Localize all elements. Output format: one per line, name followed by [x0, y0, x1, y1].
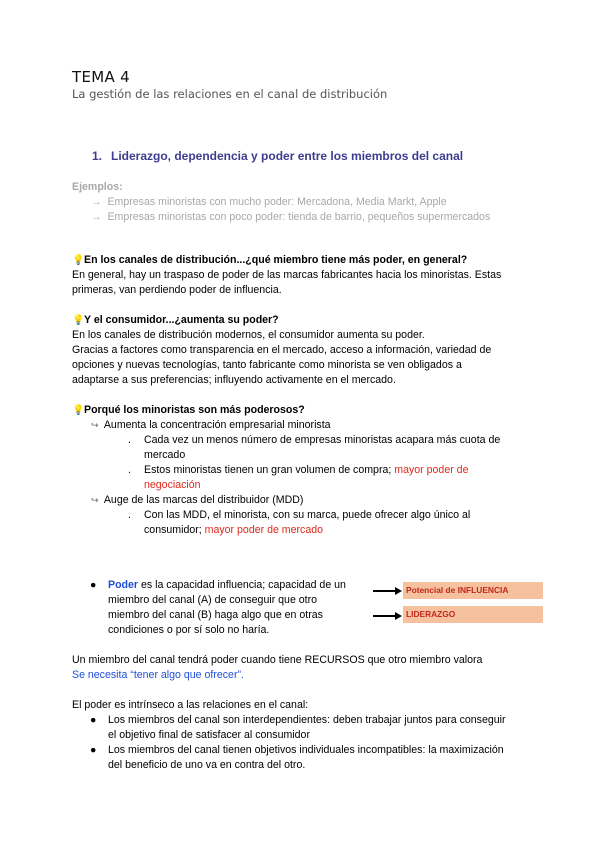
hook-arrow-icon: ↪ — [91, 420, 99, 430]
sub-list-item: . — [128, 434, 131, 446]
arrow-right-icon — [395, 612, 402, 620]
page-subtitle: La gestión de las relaciones en el canal de distribución — [72, 87, 388, 101]
paragraph-line: primeras, van perdiendo poder de influencia. — [72, 284, 282, 296]
sub-list-item: . — [128, 464, 131, 476]
section-number: 1. — [92, 149, 103, 163]
paragraph-line: adaptarse a sus preferencias; influyendo activamente en el mercado. — [72, 374, 396, 386]
arrow-line — [373, 615, 397, 617]
concept-box: Potencial de INFLUENCIA — [403, 582, 543, 599]
sub-list-text: Estos minoristas tienen un gran volumen de compra; mayor poder de — [144, 464, 469, 476]
definition-line: miembro del canal (B) haga algo que en otras — [108, 609, 323, 621]
arrow-line — [373, 590, 397, 592]
sub-list-text: mercado — [144, 449, 186, 461]
paragraph-line: Gracias a factores como transparencia en el mercado, acceso a información, variedad de — [72, 344, 492, 356]
section-title: Liderazgo, dependencia y poder entre los miembros del canal — [111, 149, 464, 163]
section-heading — [92, 149, 463, 163]
highlight-text: mayor poder de — [394, 464, 469, 476]
sub-list-text: Cada vez un menos número de empresas minoristas acapara más cuota de — [144, 434, 501, 446]
bullet-text: del beneficio de uno va en contra del otro. — [108, 759, 306, 771]
bullet-dot: ● — [90, 714, 97, 726]
definition-line: Poder es la capacidad influencia; capacidad de un — [108, 579, 346, 591]
term-highlight: Poder — [108, 579, 139, 591]
example-item: → Empresas minoristas con poco poder: tienda de barrio, pequeños supermercados — [91, 211, 491, 223]
list-item: ↪ Auge de las marcas del distribuidor (MDD) — [91, 494, 304, 506]
arrow-right-icon — [395, 587, 402, 595]
example-item: → Empresas minoristas con mucho poder: Mercadona, Media Markt, Apple — [91, 196, 447, 208]
paragraph-line: El poder es intrínseco a las relaciones en el canal: — [72, 699, 309, 711]
bullet-text: Los miembros del canal son interdependientes: deben trabajar juntos para conseguir — [108, 714, 506, 726]
definition-line: miembro del canal (A) de conseguir que otro — [108, 594, 318, 606]
arrow-right-icon: → — [91, 196, 102, 208]
concept-box: LIDERAZGO — [403, 606, 543, 623]
paragraph-line: opciones y nuevas tecnologías, tanto fabricante como minorista se ven obligados a — [72, 359, 462, 371]
highlight-text: negociación — [144, 479, 201, 491]
sub-list-text: consumidor; mayor poder de mercado — [144, 524, 324, 536]
hook-arrow-icon: ↪ — [91, 495, 99, 505]
lightbulb-icon: 💡 — [72, 405, 85, 416]
paragraph-line: En los canales de distribución modernos, el consumidor aumenta su poder. — [72, 329, 425, 341]
bullet-text: el objetivo final de satisfacer al consumidor — [108, 729, 310, 741]
lightbulb-icon: 💡 — [72, 255, 85, 266]
bullet-dot: ● — [90, 579, 97, 591]
question-heading: 💡En los canales de distribución...¿qué miembro tiene más poder, en general? — [72, 254, 468, 266]
arrow-right-icon: → — [91, 211, 102, 223]
paragraph-line: Un miembro del canal tendrá poder cuando tiene RECURSOS que otro miembro valora — [72, 654, 483, 666]
question-heading: 💡Y el consumidor...¿aumenta su poder? — [72, 314, 279, 326]
sub-list-text: Con las MDD, el minorista, con su marca, puede ofrecer algo único al — [144, 509, 471, 521]
sub-list-item: . — [128, 509, 131, 521]
highlight-text: mayor poder de mercado — [204, 524, 324, 536]
bullet-text: Los miembros del canal tienen objetivos individuales incompatibles: la maximización — [108, 744, 504, 756]
paragraph-line: En general, hay un traspaso de poder de las marcas fabricantes hacia los minoristas. Estas — [72, 269, 502, 281]
definition-line: condiciones o por sí solo no haría. — [108, 624, 270, 636]
examples-label: Ejemplos: — [72, 181, 123, 193]
page-title: TEMA 4 — [72, 68, 130, 86]
question-heading: 💡Porqué los minoristas son más poderosos? — [72, 404, 305, 416]
bullet-dot: ● — [90, 744, 97, 756]
list-item: ↪ Aumenta la concentración empresarial minorista — [91, 419, 331, 431]
highlight-line: Se necesita “tener algo que ofrecer”. — [72, 669, 244, 681]
lightbulb-icon: 💡 — [72, 315, 85, 326]
